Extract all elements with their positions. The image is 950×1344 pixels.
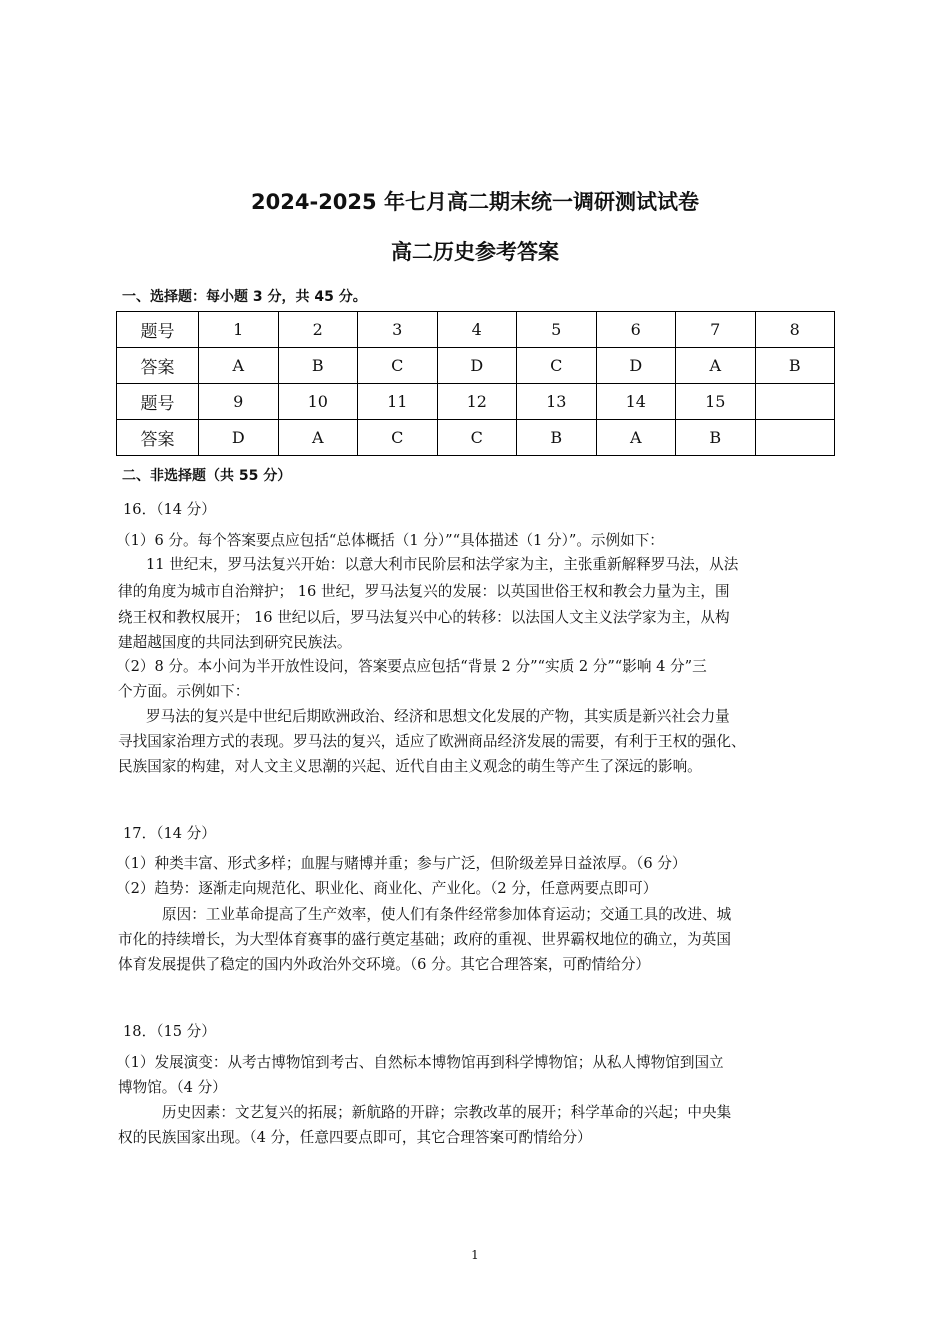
table-cell: 2 bbox=[278, 312, 358, 348]
document-title: 2024-2025 年七月高二期末统一调研测试试卷 bbox=[251, 190, 699, 214]
table-cell: C bbox=[437, 420, 517, 456]
table-cell: D bbox=[596, 348, 676, 384]
table-row bbox=[117, 384, 835, 420]
table-cell: D bbox=[437, 348, 517, 384]
table-cell: 14 bbox=[596, 384, 676, 420]
q17-line: 体育发展提供了稳定的国内外政治外交环境。（6 分。其它合理答案，可酌情给分） bbox=[118, 956, 651, 973]
q18-line: 博物馆。（4 分） bbox=[118, 1079, 227, 1096]
table-cell: 12 bbox=[437, 384, 517, 420]
q17-line: 原因：工业革命提高了生产效率，使人们有条件经常参加体育运动；交通工具的改进、城 bbox=[162, 906, 732, 923]
q16-line: 个方面。示例如下： bbox=[118, 683, 250, 700]
q16-line: 民族国家的构建，对人文主义思潮的兴起、近代自由主义观念的萌生等产生了深远的影响。 bbox=[118, 758, 702, 775]
q16-line: （2）8 分。本小问为半开放性设问，答案要点应包括“背景 2 分”“实质 2 分”“影响 4 分”三 bbox=[116, 658, 707, 675]
table-row-header: 答案 bbox=[117, 420, 199, 456]
page-number: 1 bbox=[471, 1248, 479, 1262]
table-row-header: 题号 bbox=[117, 384, 199, 420]
table-cell: B bbox=[676, 420, 756, 456]
q17-line: （1）种类丰富、形式多样；血腥与赌博并重；参与广泛，但阶级差异日益浓厚。（6 分） bbox=[116, 855, 687, 872]
question-16-heading: 16．（14 分） bbox=[123, 501, 216, 518]
table-row bbox=[117, 348, 835, 384]
table-cell: 5 bbox=[517, 312, 597, 348]
table-cell: C bbox=[517, 348, 597, 384]
table-cell: 10 bbox=[278, 384, 358, 420]
q16-line: 罗马法的复兴是中世纪后期欧洲政治、经济和思想文化发展的产物，其实质是新兴社会力量 bbox=[146, 708, 730, 725]
table-cell: A bbox=[199, 348, 279, 384]
question-18-heading: 18．（15 分） bbox=[123, 1023, 216, 1040]
table-row-header: 题号 bbox=[117, 312, 199, 348]
q16-line: 绕王权和教权展开； 16 世纪以后，罗马法复兴中心的转移：以法国人文主义法学家为主，从构 bbox=[118, 609, 730, 626]
answer-table bbox=[116, 311, 835, 456]
q16-line: 寻找国家治理方式的表现。罗马法的复兴，适应了欧洲商品经济发展的需要，有利于王权的强化、 bbox=[118, 733, 746, 750]
q17-line: （2）趋势：逐渐走向规范化、职业化、商业化、产业化。（2 分，任意两要点即可） bbox=[116, 880, 658, 897]
table-cell bbox=[755, 420, 835, 456]
table-cell: A bbox=[278, 420, 358, 456]
table-cell: 7 bbox=[676, 312, 756, 348]
question-17-heading: 17．（14 分） bbox=[123, 825, 216, 842]
q16-line: 建超越国度的共同法到研究民族法。 bbox=[118, 634, 352, 651]
table-cell: 1 bbox=[199, 312, 279, 348]
table-cell: B bbox=[278, 348, 358, 384]
table-cell: B bbox=[755, 348, 835, 384]
table-cell: B bbox=[517, 420, 597, 456]
table-cell: 4 bbox=[437, 312, 517, 348]
table-cell bbox=[755, 384, 835, 420]
document-subtitle: 高二历史参考答案 bbox=[391, 240, 559, 264]
table-row bbox=[117, 312, 835, 348]
table-cell: 11 bbox=[358, 384, 438, 420]
q16-line: 律的角度为城市自治辩护； 16 世纪，罗马法复兴的发展：以英国世俗王权和教会力量为主，围 bbox=[118, 583, 730, 600]
table-cell: C bbox=[358, 420, 438, 456]
table-row-header: 答案 bbox=[117, 348, 199, 384]
table-cell: D bbox=[199, 420, 279, 456]
table-cell: A bbox=[596, 420, 676, 456]
q18-line: （1）发展演变：从考古博物馆到考古、自然标本博物馆再到科学博物馆；从私人博物馆到国立 bbox=[116, 1054, 724, 1071]
q18-line: 权的民族国家出现。（4 分，任意四要点即可，其它合理答案可酌情给分） bbox=[118, 1129, 592, 1146]
section-heading-nonchoice: 二、非选择题（共 55 分） bbox=[122, 468, 292, 484]
table-cell: C bbox=[358, 348, 438, 384]
table-cell: A bbox=[676, 348, 756, 384]
table-cell: 6 bbox=[596, 312, 676, 348]
q16-line: 11 世纪末，罗马法复兴开始：以意大利市民阶层和法学家为主，主张重新解释罗马法，从法 bbox=[146, 556, 739, 573]
table-cell: 13 bbox=[517, 384, 597, 420]
table-row bbox=[117, 420, 835, 456]
table-cell: 3 bbox=[358, 312, 438, 348]
table-cell: 15 bbox=[676, 384, 756, 420]
section-heading-choice: 一、选择题：每小题 3 分，共 45 分。 bbox=[122, 289, 367, 305]
q16-line: （1）6 分。每个答案要点应包括“总体概括（1 分）”“具体描述（1 分）”。示例如下： bbox=[116, 532, 664, 549]
q18-line: 历史因素：文艺复兴的拓展；新航路的开辟；宗教改革的展开；科学革命的兴起；中央集 bbox=[162, 1104, 732, 1121]
q17-line: 市化的持续增长，为大型体育赛事的盛行奠定基础；政府的重视、世界霸权地位的确立，为英国 bbox=[118, 931, 731, 948]
table-cell: 9 bbox=[199, 384, 279, 420]
table-cell: 8 bbox=[755, 312, 835, 348]
